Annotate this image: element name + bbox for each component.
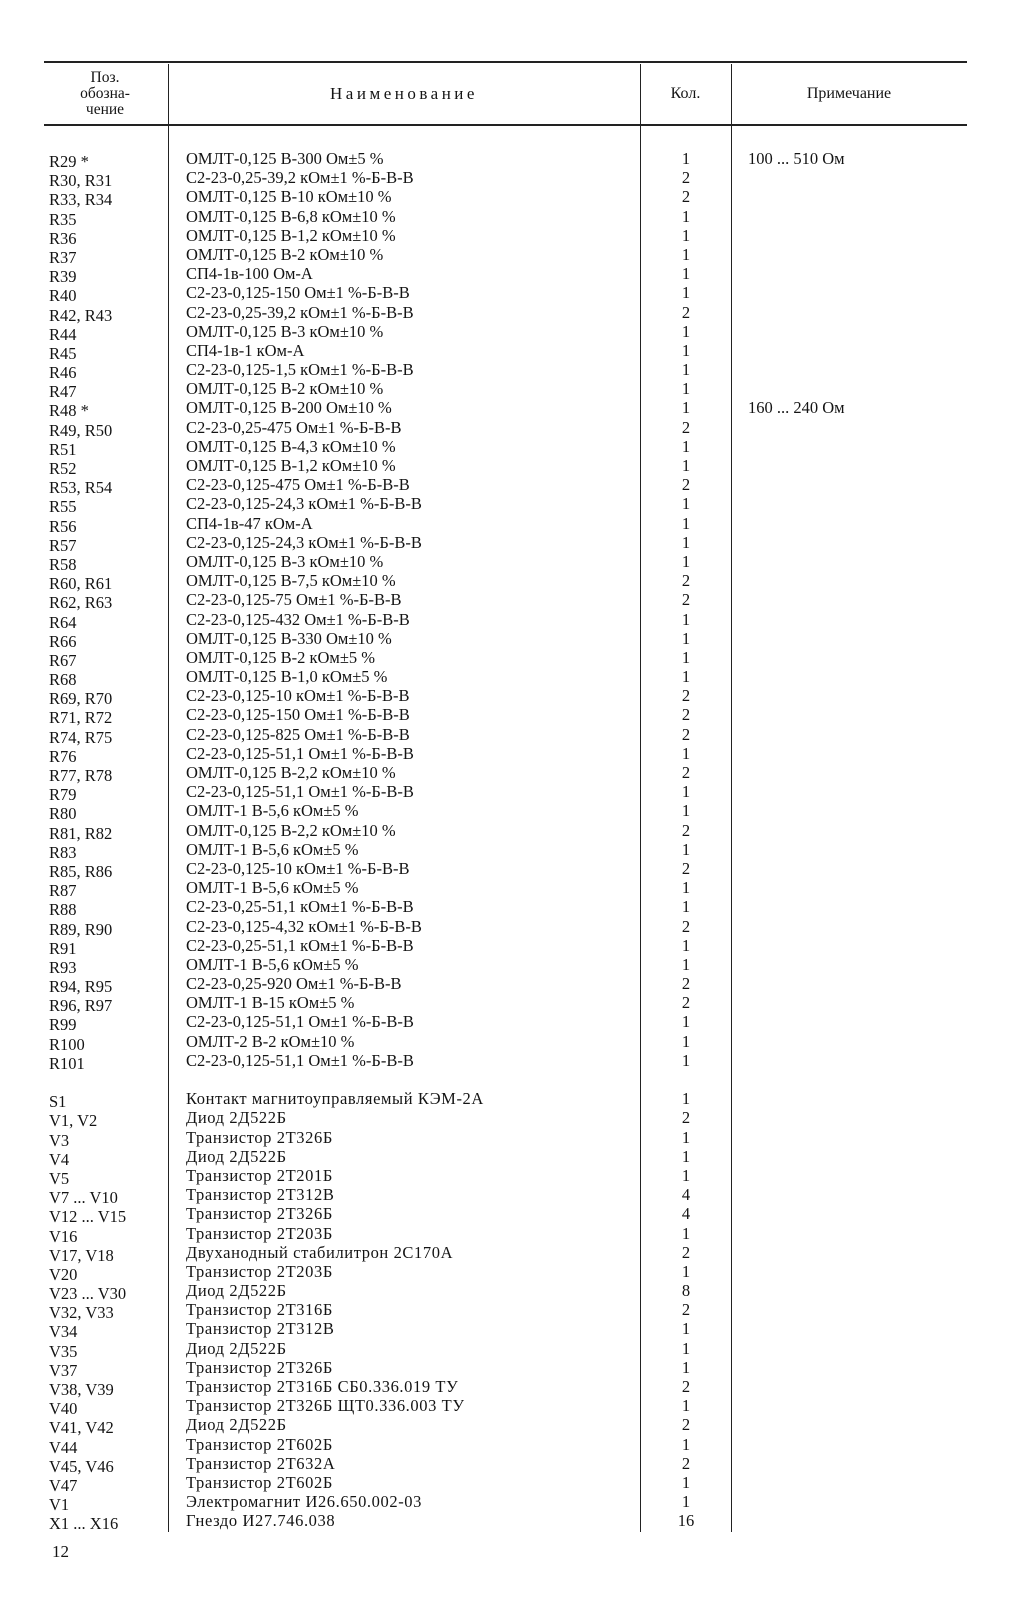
row-position: R81, R82 [49, 823, 113, 843]
row-note: 160 ... 240 Ом [748, 398, 845, 418]
row-position: V44 [49, 1437, 78, 1457]
row-name: ОМЛТ-0,125 В-1,2 кОм±10 % [186, 225, 396, 245]
row-name: С2-23-0,25-39,2 кОм±1 %-Б-В-В [186, 302, 414, 322]
row-name: ОМЛТ-0,125 В-1,2 кОм±10 % [186, 456, 396, 475]
table-row [0, 1031, 1016, 1054]
row-quantity: 2 [681, 858, 691, 878]
row-quantity: 2 [681, 1415, 691, 1435]
row-name: Транзистор 2Т203Б [186, 1261, 333, 1281]
header-name: Наименование [330, 84, 478, 103]
row-name: СП4-1в-100 Ом-А [186, 264, 313, 284]
row-quantity: 4 [681, 1204, 691, 1224]
row-name: СП4-1в-1 кОм-А [186, 340, 305, 360]
row-quantity: 1 [681, 1396, 691, 1416]
row-quantity: 1 [681, 532, 691, 552]
row-quantity: 1 [681, 647, 691, 667]
row-quantity: 4 [681, 1185, 691, 1205]
row-position: V16 [49, 1226, 78, 1246]
row-name: С2-23-0,25-51,1 кОм±1 %-Б-В-В [186, 897, 414, 917]
parts-list [0, 149, 1016, 1534]
table-row [0, 609, 1016, 632]
row-quantity: 1 [681, 1223, 691, 1243]
row-name: Транзистор 2Т326Б ЩТ0.336.003 ТУ [186, 1396, 465, 1416]
row-quantity: 2 [681, 187, 691, 207]
row-position: R58 [49, 554, 77, 574]
row-name: Транзистор 2Т602Б [186, 1434, 333, 1454]
row-position: R67 [49, 650, 77, 670]
row-name: С2-23-0,125-24,3 кОм±1 %-Б-В-В [186, 532, 422, 552]
row-position: R76 [49, 746, 77, 766]
table-row [0, 1415, 1016, 1438]
row-quantity: 1 [681, 878, 691, 898]
row-name: Гнездо И27.746.038 [186, 1511, 336, 1531]
row-quantity: 2 [681, 1300, 691, 1320]
row-quantity: 1 [681, 1165, 691, 1185]
row-quantity: 1 [681, 782, 691, 802]
header-pos-line2: обозна- [80, 85, 130, 102]
row-quantity: 1 [681, 1357, 691, 1377]
table-row [0, 417, 1016, 440]
row-position: R33, R34 [49, 190, 113, 210]
row-position: R55 [49, 497, 77, 517]
row-quantity: 1 [681, 1472, 691, 1492]
row-quantity: 1 [681, 954, 691, 974]
row-quantity: 1 [681, 436, 691, 456]
row-name: Диод 2Д522Б [186, 1281, 287, 1301]
row-position: R74, R75 [49, 727, 113, 747]
row-position: V45, V46 [49, 1456, 114, 1476]
row-name: С2-23-0,125-10 кОм±1 %-Б-В-В [186, 686, 410, 706]
row-name: Транзистор 2Т326Б [186, 1357, 333, 1377]
row-name: Транзистор 2Т312В [186, 1319, 335, 1339]
table-row [0, 532, 1016, 555]
table-row [0, 954, 1016, 977]
row-position: R37 [49, 247, 77, 267]
row-quantity: 1 [681, 1338, 691, 1358]
row-quantity: 1 [681, 1031, 691, 1051]
row-name: Электромагнит И26.650.002-03 [186, 1492, 423, 1512]
table-row [0, 897, 1016, 920]
table-row [0, 149, 1016, 171]
row-quantity: 2 [681, 1108, 691, 1128]
row-quantity: 1 [681, 1434, 691, 1454]
row-position: R57 [49, 535, 77, 555]
row-quantity: 2 [681, 686, 691, 706]
row-position: V3 [49, 1130, 70, 1150]
header-note: Примечание [806, 85, 892, 102]
row-name: СП4-1в-47 кОм-А [186, 513, 313, 533]
table-row [0, 1453, 1016, 1476]
table-row [0, 1165, 1016, 1188]
row-position: V47 [49, 1475, 78, 1495]
table-row [0, 1146, 1016, 1169]
table-row [0, 494, 1016, 517]
row-position: R30, R31 [49, 171, 113, 191]
table-row [0, 1127, 1016, 1150]
row-name: С2-23-0,125-24,3 кОм±1 %-Б-В-В [186, 494, 422, 514]
table-row [0, 1300, 1016, 1323]
row-position: R62, R63 [49, 593, 113, 613]
row-name: ОМЛТ-2 В-2 кОм±10 % [186, 1031, 355, 1051]
row-position: R83 [49, 842, 77, 862]
row-position: V23 ... V30 [49, 1284, 127, 1304]
row-position: R99 [49, 1015, 77, 1035]
row-quantity: 1 [681, 897, 691, 917]
row-quantity: 1 [681, 456, 691, 475]
row-quantity: 2 [681, 571, 691, 591]
row-position: V38, V39 [49, 1380, 114, 1399]
row-name: Транзистор 2Т632А [186, 1453, 336, 1473]
row-position: S1 [49, 1092, 67, 1112]
row-quantity: 1 [681, 379, 691, 399]
header-quantity: Кол. [670, 85, 701, 102]
table-row [0, 1108, 1016, 1131]
table-row [0, 475, 1016, 498]
table-row [0, 206, 1016, 229]
table-row [0, 1357, 1016, 1380]
row-name: С2-23-0,125-51,1 Ом±1 %-Б-В-В [186, 743, 414, 763]
row-quantity: 1 [681, 1050, 691, 1070]
table-row [0, 513, 1016, 536]
row-quantity: 1 [681, 1012, 691, 1032]
table-row [0, 244, 1016, 267]
row-position: R52 [49, 459, 77, 478]
row-name: Транзистор 2Т316Б [186, 1300, 333, 1320]
table-row [0, 801, 1016, 824]
row-name: Транзистор 2Т602Б [186, 1472, 333, 1492]
row-name: С2-23-0,125-432 Ом±1 %-Б-В-В [186, 609, 410, 629]
row-quantity: 1 [681, 839, 691, 859]
table-row [0, 436, 1016, 459]
table-row [0, 225, 1016, 248]
row-position: V12 ... V15 [49, 1207, 127, 1227]
row-position: R64 [49, 612, 77, 632]
row-position: R87 [49, 881, 77, 901]
row-name: ОМЛТ-0,125 В-6,8 кОм±10 % [186, 206, 396, 226]
row-quantity: 2 [681, 1453, 691, 1473]
table-row [0, 283, 1016, 306]
row-quantity: 1 [681, 321, 691, 341]
row-position: R39 [49, 267, 77, 287]
row-position: V35 [49, 1341, 78, 1361]
row-name: ОМЛТ-0,125 В-3 кОм±10 % [186, 551, 384, 571]
row-quantity: 2 [681, 993, 691, 1013]
row-position: V1 [49, 1495, 70, 1515]
row-quantity: 2 [681, 974, 691, 994]
table-row [0, 1377, 1016, 1399]
row-position: V40 [49, 1399, 78, 1419]
table-row [0, 1434, 1016, 1457]
row-quantity: 1 [681, 494, 691, 514]
table-row [0, 360, 1016, 383]
table-row [0, 839, 1016, 862]
row-name: Транзистор 2Т312В [186, 1185, 335, 1205]
table-row [0, 321, 1016, 344]
row-name: Транзистор 2Т326Б [186, 1204, 333, 1224]
row-quantity: 1 [681, 667, 691, 687]
table-row [0, 935, 1016, 958]
table-row [0, 878, 1016, 901]
table-row [0, 820, 1016, 843]
row-quantity: 1 [681, 551, 691, 571]
table-row [0, 264, 1016, 287]
row-quantity: 2 [681, 724, 691, 744]
row-name: Транзистор 2Т203Б [186, 1223, 333, 1243]
row-position: R80 [49, 804, 77, 824]
row-quantity: 1 [681, 801, 691, 821]
row-position: R68 [49, 670, 77, 690]
row-name: С2-23-0,125-475 Ом±1 %-Б-В-В [186, 475, 410, 495]
row-position: R89, R90 [49, 919, 113, 939]
row-position: R35 [49, 209, 77, 229]
row-position: X1 ... X16 [49, 1514, 119, 1534]
table-row [0, 1472, 1016, 1495]
row-position: V37 [49, 1360, 78, 1380]
row-quantity: 1 [681, 628, 691, 648]
row-name: ОМЛТ-0,125 В-3 кОм±10 % [186, 321, 384, 341]
table-top-rule [44, 61, 967, 63]
table-row [0, 858, 1016, 881]
row-position: R93 [49, 957, 77, 977]
row-position: R60, R61 [49, 574, 113, 594]
table-row [0, 590, 1016, 613]
row-name: ОМЛТ-0,125 В-2 кОм±10 % [186, 244, 384, 264]
row-name: ОМЛТ-0,125 В-2,2 кОм±10 % [186, 820, 396, 840]
row-position: R36 [49, 228, 77, 248]
row-quantity: 2 [681, 302, 691, 322]
row-name: Диод 2Д522Б [186, 1415, 287, 1435]
row-name: С2-23-0,125-51,1 Ом±1 %-Б-В-В [186, 1050, 414, 1070]
row-name: Двуханодный стабилитрон 2С170А [186, 1242, 454, 1262]
row-quantity: 1 [681, 1146, 691, 1166]
row-position: R66 [49, 631, 77, 651]
row-name: ОМЛТ-0,125 В-7,5 кОм±10 % [186, 571, 396, 591]
table-row [0, 551, 1016, 574]
row-name: С2-23-0,125-1,5 кОм±1 %-Б-В-В [186, 360, 414, 380]
table-row [0, 302, 1016, 325]
row-name: ОМЛТ-1 В-5,6 кОм±5 % [186, 954, 359, 974]
row-name: ОМЛТ-1 В-5,6 кОм±5 % [186, 878, 359, 898]
row-quantity: 1 [681, 340, 691, 360]
row-position: R44 [49, 324, 77, 344]
table-row [0, 1492, 1016, 1515]
table-row [0, 724, 1016, 747]
row-name: С2-23-0,125-10 кОм±1 %-Б-В-В [186, 858, 410, 878]
row-name: ОМЛТ-0,125 В-2,2 кОм±10 % [186, 763, 396, 782]
row-name: ОМЛТ-0,125 В-330 Ом±10 % [186, 628, 392, 648]
row-quantity: 1 [681, 513, 691, 533]
row-name: ОМЛТ-0,125 В-300 Ом±5 % [186, 149, 384, 168]
table-row [0, 667, 1016, 690]
row-name: ОМЛТ-1 В-15 кОм±5 % [186, 993, 355, 1013]
row-name: Диод 2Д522Б [186, 1146, 287, 1166]
row-name: ОМЛТ-0,125 В-4,3 кОм±10 % [186, 436, 396, 456]
row-position: R29 * [49, 152, 89, 171]
header-pos-line1: Поз. [90, 69, 120, 86]
row-position: V1, V2 [49, 1111, 98, 1131]
table-row [0, 1511, 1016, 1534]
row-position: R47 [49, 382, 77, 402]
table-row [0, 628, 1016, 651]
row-quantity: 1 [681, 283, 691, 303]
table-row [0, 168, 1016, 191]
row-quantity: 1 [681, 609, 691, 629]
row-position: R79 [49, 785, 77, 805]
table-row [0, 1281, 1016, 1304]
row-name: Транзистор 2Т201Б [186, 1165, 333, 1185]
page-number: 12 [52, 1542, 69, 1561]
row-position: R56 [49, 516, 77, 536]
row-name: ОМЛТ-0,125 В-2 кОм±10 % [186, 379, 384, 399]
table-row [0, 1396, 1016, 1419]
row-name: С2-23-0,125-51,1 Ом±1 %-Б-В-В [186, 782, 414, 802]
table-row [0, 1050, 1016, 1073]
table-row [0, 705, 1016, 728]
row-position: R85, R86 [49, 861, 113, 881]
row-position: R101 [49, 1053, 85, 1073]
table-header-rule [44, 124, 967, 126]
row-position: V17, V18 [49, 1245, 114, 1265]
row-quantity: 1 [681, 225, 691, 245]
table-row [0, 743, 1016, 766]
row-name: ОМЛТ-0,125 В-200 Ом±10 % [186, 398, 392, 418]
row-position: R88 [49, 900, 77, 920]
row-name: С2-23-0,25-920 Ом±1 %-Б-В-В [186, 974, 402, 994]
row-name: С2-23-0,125-51,1 Ом±1 %-Б-В-В [186, 1012, 414, 1032]
row-position: V4 [49, 1149, 70, 1169]
table-row [0, 1338, 1016, 1361]
row-quantity: 1 [681, 1492, 691, 1512]
row-position: V7 ... V10 [49, 1188, 118, 1208]
table-row [0, 993, 1016, 1016]
row-name: ОМЛТ-0,125 В-1,0 кОм±5 % [186, 667, 388, 687]
row-position: R69, R70 [49, 689, 113, 709]
row-position: R42, R43 [49, 305, 113, 325]
row-position: R77, R78 [49, 766, 113, 785]
row-position: V34 [49, 1322, 78, 1342]
row-note: 100 ... 510 Ом [748, 149, 845, 168]
row-quantity: 2 [681, 763, 691, 782]
table-row [0, 571, 1016, 594]
row-quantity: 1 [681, 264, 691, 284]
row-position: R91 [49, 938, 77, 958]
row-name: Диод 2Д522Б [186, 1108, 287, 1128]
table-row [0, 340, 1016, 363]
table-row [0, 456, 1016, 478]
semiconductors-list [0, 1089, 1016, 1534]
row-name: С2-23-0,25-39,2 кОм±1 %-Б-В-В [186, 168, 414, 188]
row-name: С2-23-0,25-475 Ом±1 %-Б-В-В [186, 417, 402, 437]
table-row [0, 763, 1016, 785]
row-quantity: 2 [681, 168, 691, 188]
row-position: R46 [49, 363, 77, 383]
row-quantity: 1 [681, 1319, 691, 1339]
row-name: С2-23-0,125-4,32 кОм±1 %-Б-В-В [186, 916, 422, 936]
row-name: С2-23-0,125-150 Ом±1 %-Б-В-В [186, 283, 410, 303]
row-quantity: 16 [677, 1511, 695, 1531]
table-row [0, 1319, 1016, 1342]
row-quantity: 2 [681, 705, 691, 725]
row-quantity: 2 [681, 475, 691, 495]
row-name: Диод 2Д522Б [186, 1338, 287, 1358]
table-row [0, 686, 1016, 709]
row-position: V32, V33 [49, 1303, 114, 1323]
row-quantity: 2 [681, 820, 691, 840]
row-position: R48 * [49, 401, 89, 421]
row-quantity: 1 [681, 244, 691, 264]
row-quantity: 2 [681, 1377, 691, 1396]
table-row [0, 1204, 1016, 1227]
row-name: ОМЛТ-0,125 В-2 кОм±5 % [186, 647, 376, 667]
table-row [0, 1185, 1016, 1208]
row-position: R49, R50 [49, 420, 113, 440]
row-quantity: 1 [681, 1127, 691, 1147]
row-quantity: 2 [681, 417, 691, 437]
row-position: R53, R54 [49, 478, 113, 498]
row-quantity: 1 [681, 206, 691, 226]
table-row [0, 1012, 1016, 1035]
row-quantity: 8 [681, 1281, 691, 1301]
header-pos-line3: чение [85, 101, 125, 118]
table-row [0, 974, 1016, 997]
row-name: ОМЛТ-0,125 В-10 кОм±10 % [186, 187, 392, 207]
row-name: Контакт магнитоуправляемый КЭМ-2А [186, 1089, 484, 1109]
table-row [0, 1089, 1016, 1112]
row-position: V20 [49, 1264, 78, 1284]
table-row [0, 187, 1016, 210]
row-name: ОМЛТ-1 В-5,6 кОм±5 % [186, 839, 359, 859]
row-position: R100 [49, 1034, 85, 1054]
row-quantity: 1 [681, 1089, 691, 1109]
row-name: С2-23-0,125-150 Ом±1 %-Б-В-В [186, 705, 410, 725]
header-position-designation [44, 64, 166, 124]
row-position: R96, R97 [49, 996, 113, 1016]
row-quantity: 1 [681, 360, 691, 380]
row-position: R40 [49, 286, 77, 306]
table-row [0, 1242, 1016, 1265]
row-quantity: 2 [681, 590, 691, 610]
row-name: ОМЛТ-1 В-5,6 кОм±5 % [186, 801, 359, 821]
row-position: R45 [49, 343, 77, 363]
row-quantity: 2 [681, 916, 691, 936]
table-row [0, 782, 1016, 805]
row-position: V5 [49, 1168, 70, 1188]
row-position: R71, R72 [49, 708, 113, 728]
row-name: С2-23-0,125-75 Ом±1 %-Б-В-В [186, 590, 402, 610]
row-quantity: 1 [681, 935, 691, 955]
row-quantity: 1 [681, 1261, 691, 1281]
table-row [0, 1223, 1016, 1246]
row-position: R94, R95 [49, 977, 113, 997]
table-row [0, 647, 1016, 670]
row-position: V41, V42 [49, 1418, 114, 1438]
row-quantity: 1 [681, 149, 691, 168]
table-row [0, 1261, 1016, 1284]
row-name: Транзистор 2Т316Б СБ0.336.019 ТУ [186, 1377, 459, 1396]
table-row [0, 398, 1016, 421]
row-name: С2-23-0,25-51,1 кОм±1 %-Б-В-В [186, 935, 414, 955]
row-name: С2-23-0,125-825 Ом±1 %-Б-В-В [186, 724, 410, 744]
row-quantity: 2 [681, 1242, 691, 1262]
table-row [0, 379, 1016, 402]
row-quantity: 1 [681, 398, 691, 418]
row-position: R51 [49, 439, 77, 459]
section-gap [0, 1070, 1016, 1089]
table-row [0, 916, 1016, 939]
row-quantity: 1 [681, 743, 691, 763]
row-name: Транзистор 2Т326Б [186, 1127, 333, 1147]
